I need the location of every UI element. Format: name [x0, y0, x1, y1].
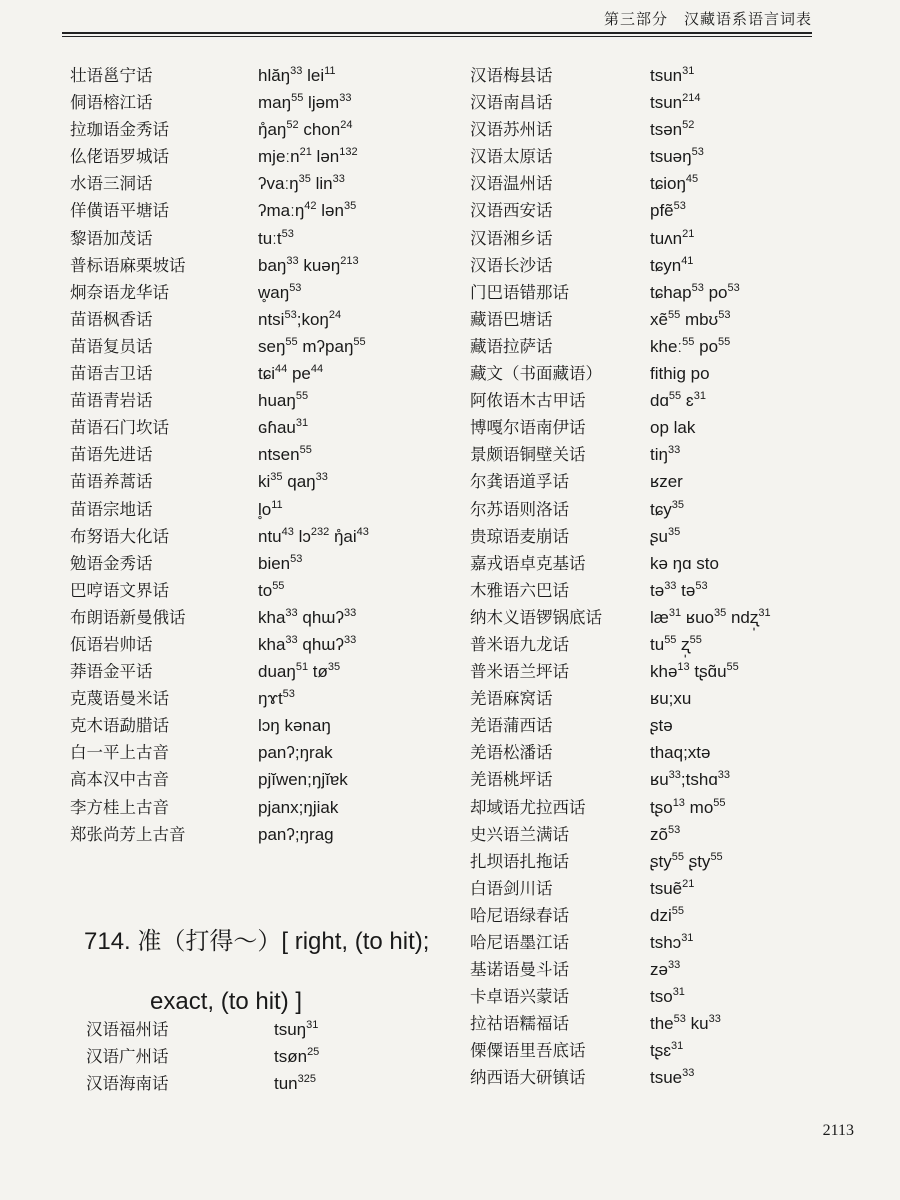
phonetic-form: huaŋ$^{55}$	[258, 390, 309, 411]
entry-row	[470, 1010, 850, 1037]
phonetic-form: hlăŋ$^{33}$ lei$^{11}$	[258, 65, 336, 85]
phonetic-form: $læ^{31}$ ʁuo$^{35}$ ndʐ̩$^{31}$	[650, 606, 771, 627]
phonetic-form: tɕi$^{44}$ $pe^{44}$	[258, 363, 324, 384]
phonetic-form: ntsen$^{55}$	[258, 444, 312, 465]
entry-row	[470, 252, 850, 279]
entry-row	[70, 604, 450, 631]
language-name: 汉语广州话	[86, 1047, 169, 1067]
entry-row	[70, 523, 450, 550]
entry-row	[70, 306, 450, 333]
language-name: 白语剑川话	[470, 878, 553, 898]
entry-row	[470, 685, 850, 712]
phonetic-form: tsuəŋ$^{53}$	[650, 146, 704, 167]
language-name: 仫佬语罗城话	[70, 147, 169, 167]
phonetic-form: tsue$^{33}$	[650, 1067, 695, 1088]
phonetic-form: tsuẽ$^{21}$	[650, 877, 695, 898]
phonetic-form: $w̥aŋ^{53}$	[258, 281, 302, 302]
entry-row	[70, 821, 450, 848]
language-name: 壮语邕宁话	[70, 66, 153, 85]
language-name: 博嘎尔语南伊话	[470, 418, 586, 438]
entry-heading-line2: exact, (to hit) ]	[150, 988, 303, 1015]
language-name: 尔龚语道孚话	[470, 472, 569, 492]
language-name: 扎坝语扎拖话	[470, 851, 569, 871]
phonetic-form: khə$^{13}$ $tʂɑ̃u^{55}$	[650, 661, 739, 682]
language-name: 水语三洞话	[70, 174, 153, 194]
phonetic-form: kheː$^{55}$ $po^{55}$	[650, 335, 731, 356]
language-name: 汉语南昌话	[470, 93, 553, 113]
entry-row	[470, 279, 850, 306]
entry-row	[470, 333, 850, 360]
language-name: 佤语岩帅话	[70, 634, 153, 654]
phonetic-form: tsən$^{52}$	[650, 119, 695, 140]
entry-row	[70, 143, 450, 170]
language-name: 白一平上古音	[70, 743, 169, 763]
entry-row	[470, 577, 850, 604]
language-name: 汉语梅县话	[470, 66, 553, 85]
entry-heading	[84, 912, 454, 1032]
phonetic-form: baŋ$^{33}$ kuəŋ$^{213}$	[258, 254, 359, 275]
entry-row	[70, 739, 450, 766]
phonetic-form: panʔ;ŋrak	[258, 743, 333, 763]
language-name: 傈僳语里吾底话	[470, 1041, 586, 1061]
entry-row	[70, 252, 450, 279]
entry-row	[470, 116, 850, 143]
entry-row	[470, 875, 850, 902]
language-name: 景颇语铜壁关话	[470, 445, 586, 465]
phonetic-form: zə$^{33}$	[650, 959, 681, 980]
entry-row	[470, 360, 850, 387]
language-name: 尔苏语则洛话	[470, 499, 569, 519]
language-name: 克木语勐腊话	[70, 716, 169, 736]
entry-row	[70, 62, 450, 89]
language-name: 布朗语新曼俄话	[70, 607, 186, 627]
phonetic-form: tuʌn$^{21}$	[650, 227, 695, 248]
phonetic-form: ntu$^{43}$ lɔ$^{232}$ $ŋ̊ai^{43}$	[258, 525, 369, 546]
phonetic-form: ŋɤt$^{53}$	[258, 688, 295, 709]
entry-row	[70, 360, 450, 387]
language-name: 羌语蒲西话	[470, 716, 553, 736]
phonetic-form: tsun$^{214}$	[650, 92, 701, 113]
entry-row	[70, 496, 450, 523]
language-name: 苗语宗地话	[70, 499, 153, 519]
language-name: 莽语金平话	[70, 662, 153, 682]
phonetic-form: tsøn$^{25}$	[274, 1046, 320, 1067]
language-name: 拉祜语糯福话	[470, 1014, 569, 1034]
phonetic-form: ntsi$^{53}$;koŋ$^{24}$	[258, 308, 342, 329]
entry-row	[470, 62, 850, 89]
entry-row	[70, 441, 450, 468]
language-name: 布努语大化话	[70, 526, 169, 546]
language-name: 阿侬语木古甲话	[470, 391, 586, 411]
language-name: 苗语石门坎话	[70, 418, 169, 438]
language-name: 羌语松潘话	[470, 743, 553, 763]
language-name: 史兴语兰满话	[470, 824, 569, 844]
entry-row	[70, 794, 450, 821]
entry-row	[470, 550, 850, 577]
phonetic-form: kha$^{33}$ qhɯʔ$^{33}$	[258, 633, 357, 654]
language-name: 贵琼语麦崩话	[470, 526, 569, 546]
entry-row	[470, 821, 850, 848]
language-name: 高本汉中古音	[70, 770, 169, 790]
phonetic-form: $tu^{55}$ ʐ̩$^{55}$	[650, 633, 702, 654]
phonetic-form: ʁzer	[650, 472, 683, 492]
entry-row	[470, 197, 850, 224]
language-name: 炯奈语龙华话	[70, 282, 169, 302]
left-column	[70, 62, 450, 848]
language-name: 藏语拉萨话	[470, 336, 553, 356]
phonetic-form: tɕyn$^{41}$	[650, 254, 694, 275]
language-name: 侗语榕江话	[70, 93, 153, 113]
language-name: 李方桂上古音	[70, 797, 169, 817]
phonetic-form: op lak	[650, 418, 696, 438]
phonetic-form: $l̥o^{11}$	[258, 498, 283, 519]
phonetic-form: ɢɦau$^{31}$	[258, 417, 309, 438]
phonetic-form: ʔmaːŋ$^{42}$ lən$^{35}$	[258, 200, 357, 221]
phonetic-form: duaŋ$^{51}$ $tø^{35}$	[258, 661, 341, 682]
phonetic-form: tun$^{325}$	[274, 1073, 316, 1094]
phonetic-form: ʁu$^{33}$;tshɑ$^{33}$	[650, 769, 731, 790]
header-rule	[62, 32, 812, 37]
entry-row	[470, 143, 850, 170]
phonetic-form: tso$^{31}$	[650, 986, 685, 1007]
language-name: 哈尼语墨江话	[470, 933, 569, 952]
phonetic-form: pjanx;ŋjiak	[258, 797, 339, 817]
language-name: 哈尼语绿春话	[470, 905, 569, 925]
phonetic-form: seŋ$^{55}$ mʔpaŋ$^{55}$	[258, 335, 366, 356]
phonetic-form: tiŋ$^{33}$	[650, 444, 681, 465]
phonetic-form: ʂty$^{55}$ ʂty$^{55}$	[650, 850, 723, 871]
phonetic-form: ʁu;xu	[650, 689, 692, 709]
entry-row	[86, 1070, 446, 1097]
entry-row	[70, 658, 450, 685]
entry-row	[70, 766, 450, 793]
entry-row	[470, 468, 850, 495]
page-header	[0, 0, 900, 40]
language-name: 苗语枫香话	[70, 309, 153, 329]
language-name: 木雅语六巴话	[470, 580, 569, 600]
running-header: 第三部分 汉藏语系语言词表	[603, 10, 812, 28]
entry-row	[470, 387, 850, 414]
entry-row	[470, 523, 850, 550]
language-name: 门巴语错那话	[470, 282, 569, 302]
entry-row	[470, 89, 850, 116]
phonetic-form: the$^{53}$ $ku^{33}$	[650, 1013, 721, 1034]
language-name: 汉语苏州话	[470, 120, 553, 140]
entry-row	[70, 550, 450, 577]
entry-row	[70, 414, 450, 441]
entry-row	[70, 387, 450, 414]
language-name: 卡卓语兴蒙话	[470, 987, 569, 1007]
language-name: 巴哼语文界话	[70, 580, 169, 600]
phonetic-form: kha$^{33}$ qhɯʔ$^{33}$	[258, 606, 357, 627]
entry-row	[470, 902, 850, 929]
entry-row	[470, 414, 850, 441]
language-name: 汉语温州话	[470, 174, 553, 194]
right-column	[470, 62, 850, 1092]
phonetic-form: ʂtə	[650, 716, 673, 736]
entry-row	[470, 496, 850, 523]
language-name: 苗语先进话	[70, 445, 153, 465]
entry-row	[70, 712, 450, 739]
language-name: 勉语金秀话	[70, 553, 153, 573]
language-name: 汉语海南话	[86, 1074, 169, 1094]
phonetic-form: ʂu$^{35}$	[650, 525, 681, 546]
entry-row	[470, 225, 850, 252]
phonetic-form: dzi$^{55}$	[650, 904, 684, 925]
entry-row	[70, 468, 450, 495]
phonetic-form: pfẽ$^{53}$	[650, 200, 686, 221]
language-name: 汉语西安话	[470, 201, 553, 221]
entry-row	[470, 983, 850, 1010]
bottom-left-column	[86, 1016, 446, 1097]
entry-row	[470, 658, 850, 685]
phonetic-form: mjeːn$^{21}$ lən$^{132}$	[258, 146, 358, 167]
entry-row	[470, 712, 850, 739]
entry-row	[70, 225, 450, 252]
language-name: 纳木义语锣锅底话	[470, 607, 602, 627]
language-name: 苗语青岩话	[70, 391, 153, 411]
entry-row	[470, 604, 850, 631]
phonetic-form: panʔ;ŋrag	[258, 824, 334, 844]
page-number: 2113	[822, 1122, 854, 1139]
entry-row	[470, 794, 850, 821]
entry-row	[70, 631, 450, 658]
phonetic-form: tʂo$^{13}$ $mo^{55}$	[650, 796, 726, 817]
language-name: 汉语福州话	[86, 1020, 169, 1039]
language-name: 羌语麻窝话	[470, 689, 553, 709]
entry-row	[470, 306, 850, 333]
phonetic-form: $ki^{35}$ qaŋ$^{33}$	[258, 471, 328, 492]
phonetic-form: tə$^{33}$ tə$^{53}$	[650, 579, 708, 600]
language-name: 纳西语大研镇话	[470, 1068, 586, 1088]
phonetic-form: dɑ$^{55}$ ɛ$^{31}$	[650, 390, 706, 411]
entry-row	[470, 929, 850, 956]
language-name: 苗语复员话	[70, 336, 153, 356]
language-name: 拉珈语金秀话	[70, 120, 169, 140]
language-name: 藏语巴塘话	[470, 309, 553, 329]
phonetic-form: $ŋ̊aŋ^{52}$ chon$^{24}$	[258, 119, 353, 140]
entry-row	[70, 333, 450, 360]
phonetic-form: bien$^{53}$	[258, 552, 303, 573]
phonetic-form: ʔvaːŋ$^{35}$ lin$^{33}$	[258, 173, 345, 194]
entry-row	[70, 170, 450, 197]
phonetic-form: $to^{55}$	[258, 579, 285, 600]
language-name: 汉语湘乡话	[470, 228, 553, 248]
entry-row	[470, 766, 850, 793]
entry-row	[70, 577, 450, 604]
entry-row	[86, 1043, 446, 1070]
language-name: 佯僙语平塘话	[70, 201, 169, 221]
entry-row	[70, 685, 450, 712]
phonetic-form: tsun$^{31}$	[650, 65, 695, 85]
entry-row	[70, 89, 450, 116]
phonetic-form: tɕioŋ$^{45}$	[650, 173, 699, 194]
language-name: 汉语长沙话	[470, 255, 553, 275]
entry-row	[470, 441, 850, 468]
language-name: 羌语桃坪话	[470, 770, 553, 790]
language-name: 基诺语曼斗话	[470, 960, 569, 980]
language-name: 克蔑语曼米话	[70, 689, 169, 709]
entry-row	[470, 631, 850, 658]
phonetic-form: kə ŋɑ sto	[650, 553, 719, 573]
phonetic-form: $zõ^{53}$	[650, 823, 681, 844]
phonetic-form: xẽ$^{55}$ mbʊ$^{53}$	[650, 308, 731, 329]
language-name: 普米语九龙话	[470, 634, 569, 654]
phonetic-form: tshɔ$^{31}$	[650, 932, 694, 952]
entry-row	[470, 170, 850, 197]
phonetic-form: tʂɛ$^{31}$	[650, 1040, 684, 1061]
language-name: 藏文（书面藏语）	[470, 364, 602, 384]
entry-row	[470, 956, 850, 983]
phonetic-form: tsuŋ$^{31}$	[274, 1019, 319, 1039]
phonetic-form: tuːt$^{53}$	[258, 227, 294, 248]
phonetic-form: lɔŋ kənaŋ	[258, 716, 331, 736]
entry-row	[70, 116, 450, 143]
entry-row	[70, 279, 450, 306]
language-name: 黎语加茂话	[70, 228, 153, 248]
entry-row	[470, 1037, 850, 1064]
language-name: 却域语尤拉西话	[470, 797, 586, 817]
entry-row	[470, 1064, 850, 1091]
language-name: 嘉戎语卓克基话	[470, 553, 586, 573]
phonetic-form: tɕy$^{35}$	[650, 498, 684, 519]
language-name: 普标语麻栗坡话	[70, 255, 186, 275]
phonetic-form: thaq;xtə	[650, 743, 711, 763]
entry-heading-line1: 714. 准（打得～）[ right, (to hit);	[84, 928, 430, 955]
language-name: 苗语吉卫话	[70, 364, 153, 384]
entry-row	[70, 197, 450, 224]
phonetic-form: fithig po	[650, 364, 710, 384]
language-name: 普米语兰坪话	[470, 662, 569, 682]
entry-row	[86, 1016, 446, 1043]
phonetic-form: maŋ$^{55}$ ljəm$^{33}$	[258, 92, 352, 113]
phonetic-form: pjĭwen;ŋjĭɐk	[258, 770, 348, 790]
language-name: 苗语养蒿话	[70, 472, 153, 492]
language-name: 汉语太原话	[470, 147, 553, 167]
entry-row	[470, 739, 850, 766]
phonetic-form: tɕhap$^{53}$ $po^{53}$	[650, 281, 740, 302]
language-name: 郑张尚芳上古音	[70, 824, 186, 844]
entry-row	[470, 848, 850, 875]
